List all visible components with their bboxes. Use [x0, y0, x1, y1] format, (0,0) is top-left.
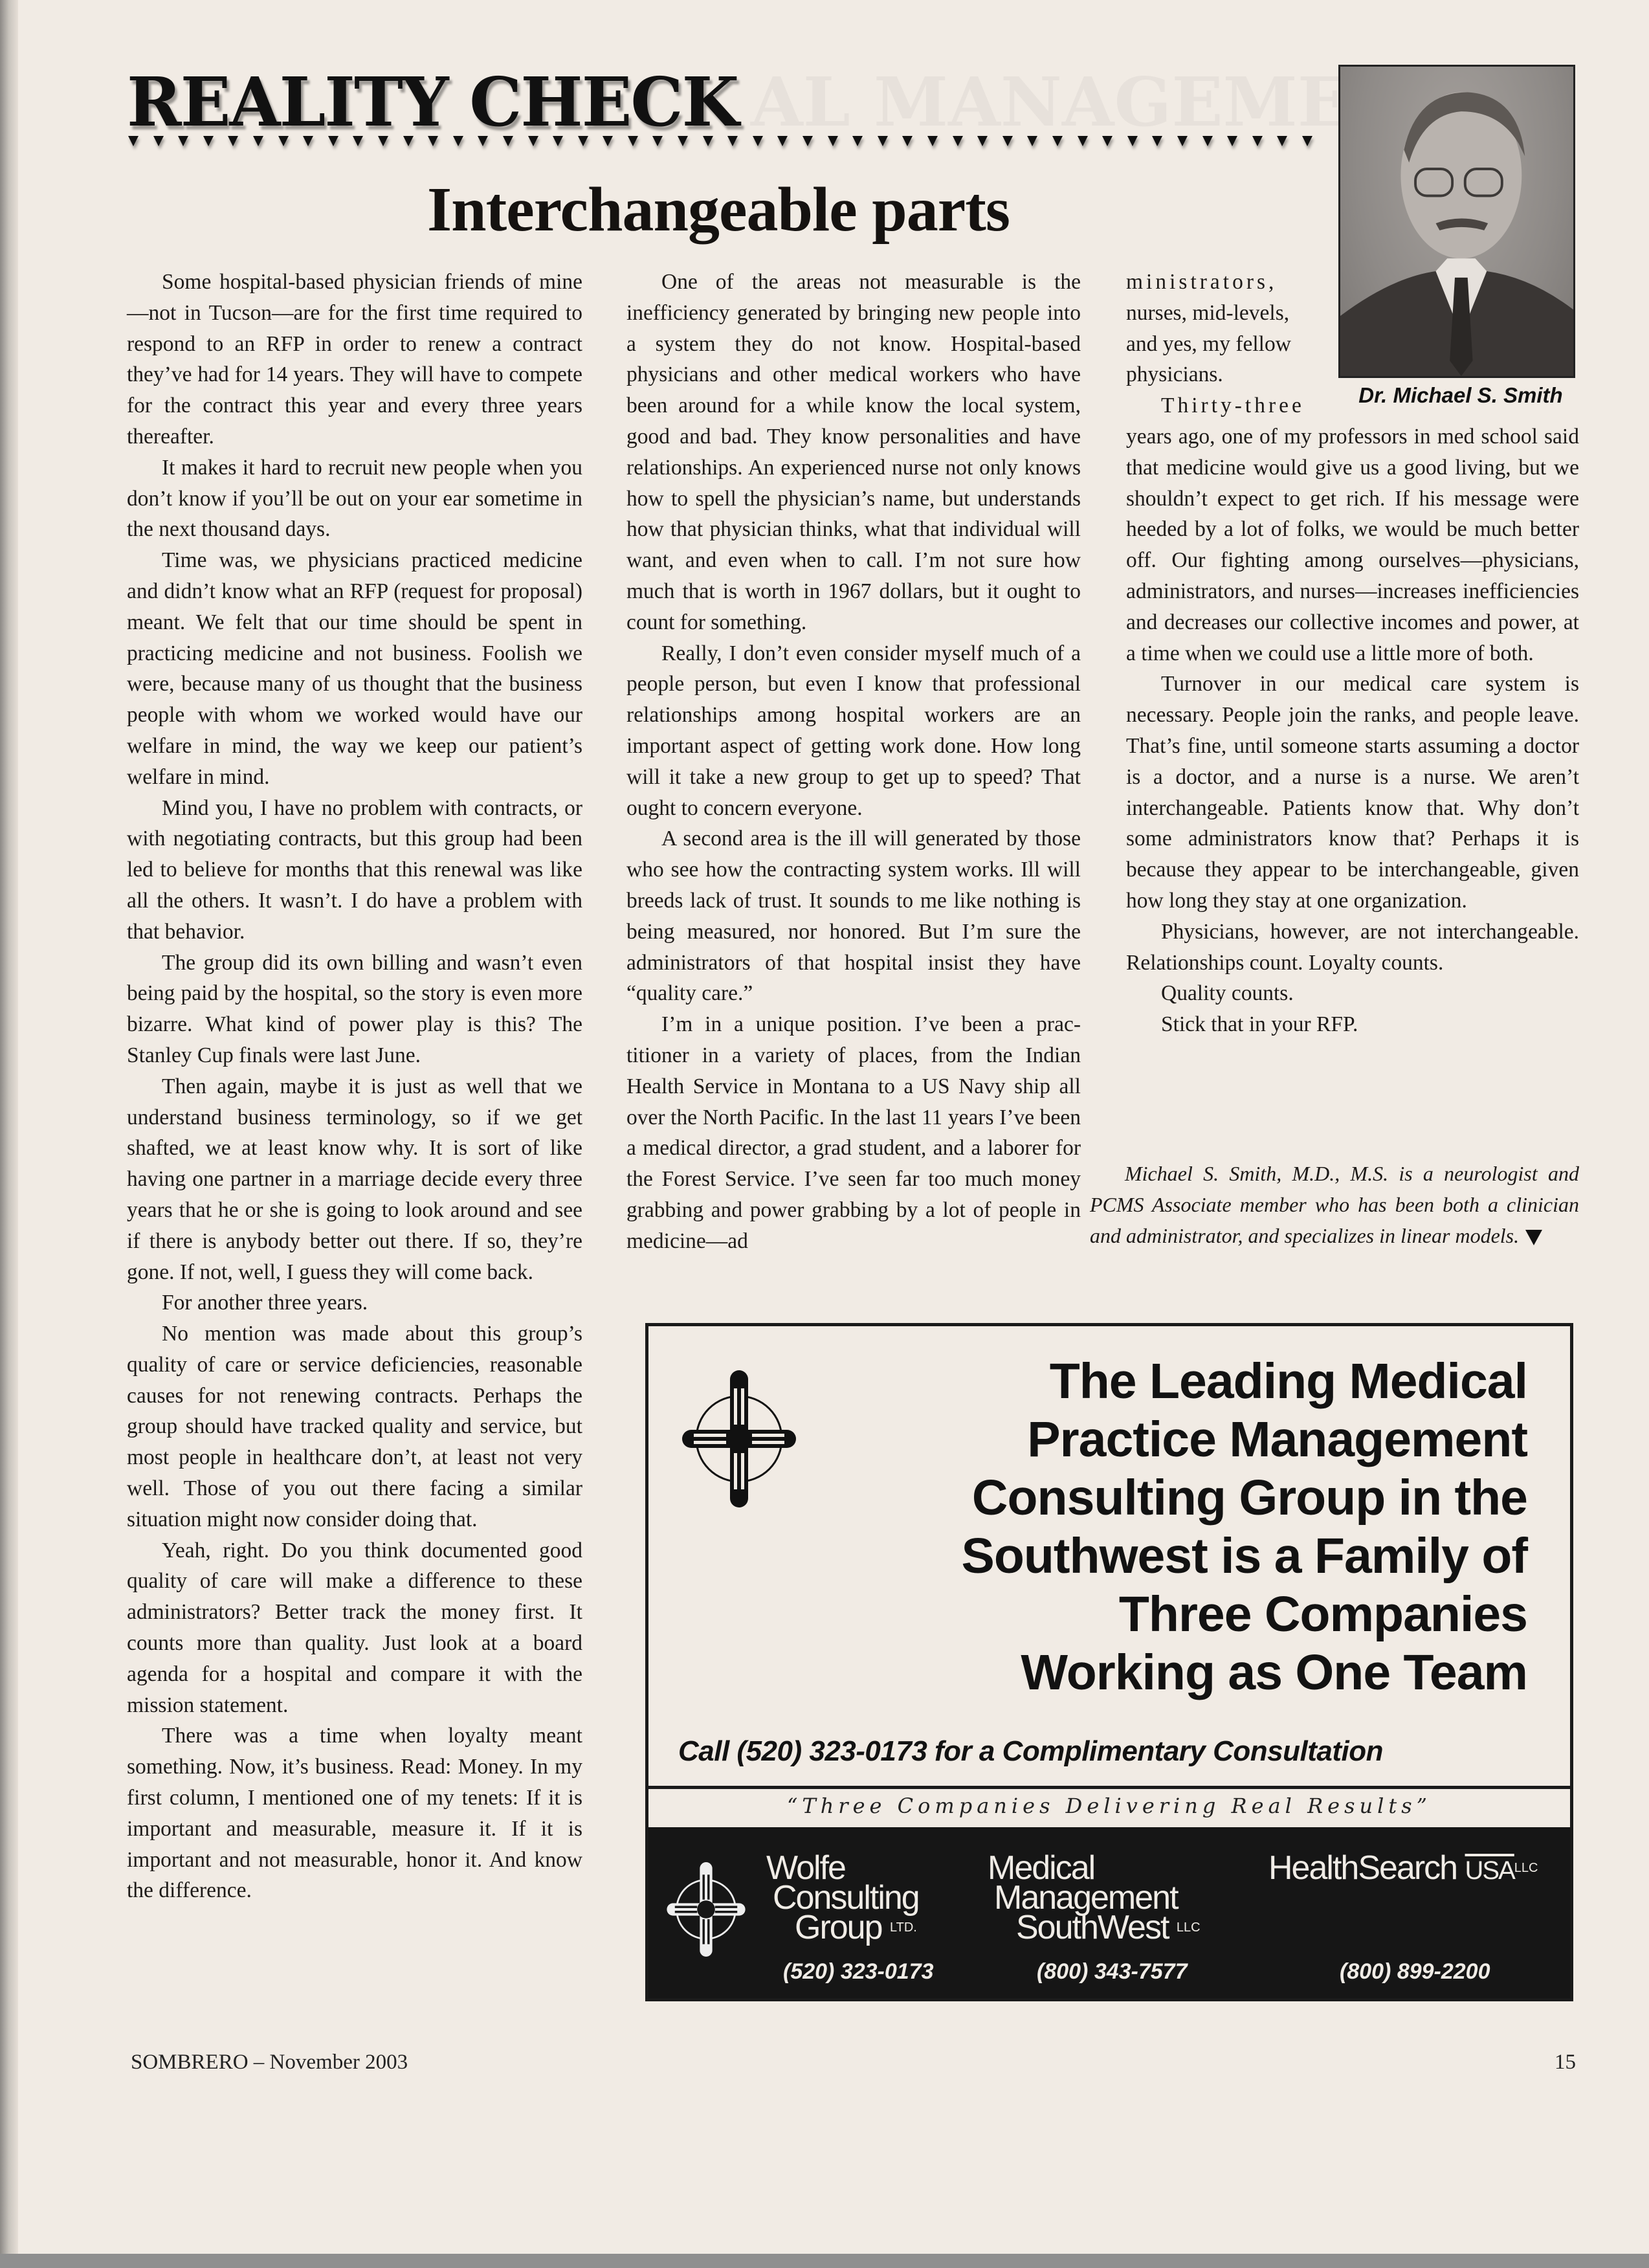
divider-triangle-icon — [1002, 136, 1013, 146]
triangle-divider — [128, 136, 1312, 155]
paragraph: There was a time when loyalty meant something. Now, it’s business. Read: Money. In my first column, I mentioned one of my tenets: If it is important and measurable, measure it. If it is important and not measurable, honor it. And know the difference. — [127, 1724, 582, 1903]
ad-headline — [751, 1352, 1527, 1702]
ad-divider — [648, 1786, 1570, 1789]
divider-triangle-icon — [753, 136, 763, 146]
paragraph: A second area is the ill will generated by those who see how the contracting system works. Ill will breeds lack of trust. It sounds to me like nothing is being measured, nor honored. But I’m sure the administrators of that hospital insist they have “quality care.” — [626, 827, 1081, 1006]
ad-headline-line: Consulting Group in the — [971, 1470, 1527, 1526]
divider-triangle-icon — [1302, 136, 1312, 146]
author-bio — [1090, 1159, 1579, 1251]
page-number: 15 — [1555, 2051, 1576, 2074]
company-name-line: $\overline{USA}$ — [1465, 1856, 1514, 1885]
paragraph: Yeah, right. Do you think documented good quality of care will make a difference to these administrators? Better track the money first. It counts more than quality. Just look at a board agenda for a hospital and compare it with the mission statement. — [127, 1538, 582, 1717]
divider-triangle-icon — [802, 136, 813, 146]
divider-triangle-icon — [528, 136, 538, 146]
divider-triangle-icon — [628, 136, 638, 146]
divider-triangle-icon — [253, 136, 263, 146]
article-column-3-narrow — [1126, 267, 1315, 421]
company-healthsearch-usa — [1268, 1849, 1538, 1887]
article-headline: Interchangeable parts — [427, 175, 1010, 245]
paragraph: One of the areas not measurable is the inefficiency generated by bringing new people into a system they do not know. Hospital-based physicians and other medical workers who have been around for a while know the local system, good and bad. They know personalities and have relationships. An experienced nurse not only knows how to spell the physician’s name, but understands how that physician thinks, what that individual will want, and even when to call. I’m not sure how much that is worth in 1967 dollars, but it ought to count for something. — [626, 270, 1081, 634]
divider-triangle-icon — [228, 136, 238, 146]
ad-tagline: “Three Companies Delivering Real Results” — [786, 1794, 1432, 1818]
article-column-3 — [1126, 421, 1579, 1040]
company-phone: (520) 323-0173 — [783, 1959, 934, 1984]
divider-triangle-icon — [878, 136, 888, 146]
divider-triangle-icon — [652, 136, 663, 146]
ad-headline-line: Three Companies — [1118, 1586, 1527, 1642]
divider-triangle-icon — [1152, 136, 1162, 146]
company-name-line: Management — [994, 1879, 1178, 1917]
paragraph: No mention was made about this group’s quality of care or service deficiencies, reasonable causes for not renewing contracts. Perhaps the group should have tracked quality and service, but most people in healthcare don’t, at least not very well. Those of you out there facing a similar situation might now consider doing that. — [127, 1322, 582, 1531]
author-photo — [1338, 65, 1575, 378]
divider-triangle-icon — [902, 136, 913, 146]
company-wolfe-consulting — [766, 1849, 919, 1946]
company-suffix: LLC — [1176, 1920, 1201, 1935]
divider-triangle-icon — [278, 136, 289, 146]
divider-triangle-icon — [1078, 136, 1088, 146]
divider-triangle-icon — [553, 136, 563, 146]
divider-triangle-icon — [328, 136, 338, 146]
paragraph-continuation: years ago, one of my professors in med school said that medicine would give us a good living, but we shouldn’t expect to get rich. If his message were heeded by a lot of folks, we would be much better off. Our fighting among ourselves—physicians, administrators, and nurses—increases inefficiencies and decreases our collective incomes and power, at a time when we could use a little more of both. — [1126, 425, 1579, 665]
divider-triangle-icon — [503, 136, 513, 146]
publication-footer: SOMBRERO – November 2003 — [131, 2051, 408, 2074]
ad-headline-line: Southwest is a Family of — [961, 1528, 1527, 1584]
company-name-line: SouthWest — [1016, 1909, 1169, 1946]
company-medical-management-southwest — [988, 1849, 1201, 1946]
divider-triangle-icon — [678, 136, 688, 146]
company-phone: (800) 343-7577 — [1037, 1959, 1188, 1984]
divider-triangle-icon — [478, 136, 488, 146]
divider-triangle-icon — [1127, 136, 1138, 146]
company-suffix: LLC — [1514, 1861, 1538, 1875]
author-bio-text: Michael S. Smith, M.D., M.S. is a neurologist and PCMS Associate member who has been both a clinician and administrator, and specializes in linear models. — [1090, 1162, 1579, 1247]
ad-company-band — [648, 1827, 1570, 1998]
end-mark-triangle-icon — [1525, 1230, 1542, 1245]
divider-triangle-icon — [1177, 136, 1188, 146]
divider-triangle-icon — [777, 136, 788, 146]
paragraph: It makes it hard to recruit new people when you don’t know if you’ll be out on your ear sometime in the next thousand days. — [127, 455, 582, 542]
paragraph-continuation: ministrators, — [1126, 270, 1278, 294]
company-phone: (800) 899-2200 — [1340, 1959, 1490, 1984]
scanner-bottom-strip — [0, 2254, 1649, 2268]
divider-triangle-icon — [153, 136, 164, 146]
divider-triangle-icon — [378, 136, 388, 146]
divider-triangle-icon — [178, 136, 188, 146]
paragraph: Stick that in your RFP. — [1161, 1012, 1358, 1037]
paragraph: Turnover in our medical care system is necessary. People join the ranks, and people leave. That’s fine, until someone starts assuming a doctor is a doctor, and a nurse is a nurse. We aren’t interchangeable. Patients know that. Why don’t some administrators know that? Perhaps it is because they appear to be interchangeable, given how long they stay at one organization. — [1126, 672, 1579, 913]
paragraph: Physicians, however, are not interchangeable. Relationships count. Loyalty counts. — [1126, 919, 1579, 975]
article-column-2 — [626, 267, 1081, 1257]
divider-triangle-icon — [1227, 136, 1237, 146]
divider-triangle-icon — [303, 136, 313, 146]
company-name-line: Medical — [988, 1849, 1095, 1887]
paragraph: Then again, maybe it is just as well that we understand business terminology, so if we get shafted, we at least know why. It is sort of like having one partner in a marriage decide every three years that he or she is going to look around and see if there is anybody better out there. If so, they’re gone. If not, well, I guess they will come back. — [127, 1074, 582, 1284]
company-name-line: Group — [795, 1909, 882, 1946]
article-column-1 — [127, 267, 582, 1906]
divider-triangle-icon — [603, 136, 613, 146]
divider-triangle-icon — [1202, 136, 1213, 146]
section-title: REALITY CHECK — [127, 62, 738, 142]
divider-triangle-icon — [1102, 136, 1112, 146]
paragraph: Really, I don’t even consider myself much of a people person, but even I know that professional relationships among hospital workers are an important aspect of getting work done. How long will it take a new group to get up to speed? That ought to concern everyone. — [626, 641, 1081, 820]
divider-triangle-icon — [1277, 136, 1287, 146]
paragraph: For another three years. — [162, 1291, 368, 1315]
ad-headline-line: The Leading Medical — [1049, 1353, 1527, 1409]
ad-headline-line: Practice Management — [1027, 1412, 1527, 1467]
portrait-image — [1340, 67, 1573, 376]
ad-headline-line: Working as One Team — [1021, 1645, 1527, 1700]
ad-call-to-action: Call (520) 323-0173 for a Complimentary Consultation — [678, 1735, 1383, 1767]
divider-triangle-icon — [453, 136, 463, 146]
advertisement — [645, 1323, 1573, 2001]
photo-caption: Dr. Michael S. Smith — [1358, 383, 1563, 407]
divider-triangle-icon — [828, 136, 838, 146]
divider-triangle-icon — [1252, 136, 1263, 146]
divider-triangle-icon — [927, 136, 938, 146]
company-name-line: Consulting — [773, 1879, 919, 1917]
divider-triangle-icon — [128, 136, 138, 146]
divider-triangle-icon — [428, 136, 438, 146]
divider-triangle-icon — [578, 136, 588, 146]
paragraph: Mind you, I have no problem with contracts, or with negotiating contracts, but this group had been led to believe for months that this renewal was like all the others. It wasn’t. I do have a problem with that behavior. — [127, 795, 582, 944]
company-suffix: LTD. — [889, 1920, 917, 1935]
scanned-page-edge — [0, 0, 18, 2268]
divider-triangle-icon — [1052, 136, 1063, 146]
divider-triangle-icon — [353, 136, 363, 146]
divider-triangle-icon — [203, 136, 214, 146]
company-name-line: Wolfe — [766, 1849, 845, 1887]
divider-triangle-icon — [1027, 136, 1037, 146]
company-name-line: HealthSearch — [1268, 1849, 1457, 1887]
paragraph: Some hospital-based physician friends of mine—not in Tucson—are for the first time required to respond to an RFP in order to renew a contract they’ve had for 14 years. They will have to compete for the contract this year and every three years thereafter. — [127, 270, 582, 449]
divider-triangle-icon — [703, 136, 713, 146]
paragraph: Time was, we physicians practiced medicine and didn’t know what an RFP (request for proposal) meant. We felt that our time should be spent in practicing medicine and not business. Foolish we were, because many of us thought that the business people with whom we worked would have our welfare in mind, the way we keep our patient’s welfare in mind. — [127, 548, 582, 789]
divider-triangle-icon — [977, 136, 988, 146]
paragraph: Quality counts. — [1161, 981, 1294, 1006]
zia-sun-logo-icon — [667, 1862, 746, 1957]
divider-triangle-icon — [727, 136, 738, 146]
divider-triangle-icon — [403, 136, 414, 146]
paragraph: The group did its own billing and wasn’t even being paid by the hospital, so the story is even more bizarre. What kind of power play is this? The Stanley Cup finals were last June. — [127, 950, 582, 1067]
divider-triangle-icon — [852, 136, 863, 146]
paragraph: Thirty-three — [1161, 394, 1305, 418]
divider-triangle-icon — [953, 136, 963, 146]
paragraph-continuation: nurses, mid-levels, and yes, my fellow physicians. — [1126, 300, 1291, 387]
paragraph: I’m in a unique position. I’ve been a practitioner in a variety of places, from the Indian Health Service in Montana to a US Navy ship all over the North Pacific. In the last 11 years I’ve been a medical director, a grad student, and a laborer for the Forest Service. I’ve seen far too much money grabbing and power grabbing by a lot of people in medicine—ad — [626, 1012, 1081, 1253]
